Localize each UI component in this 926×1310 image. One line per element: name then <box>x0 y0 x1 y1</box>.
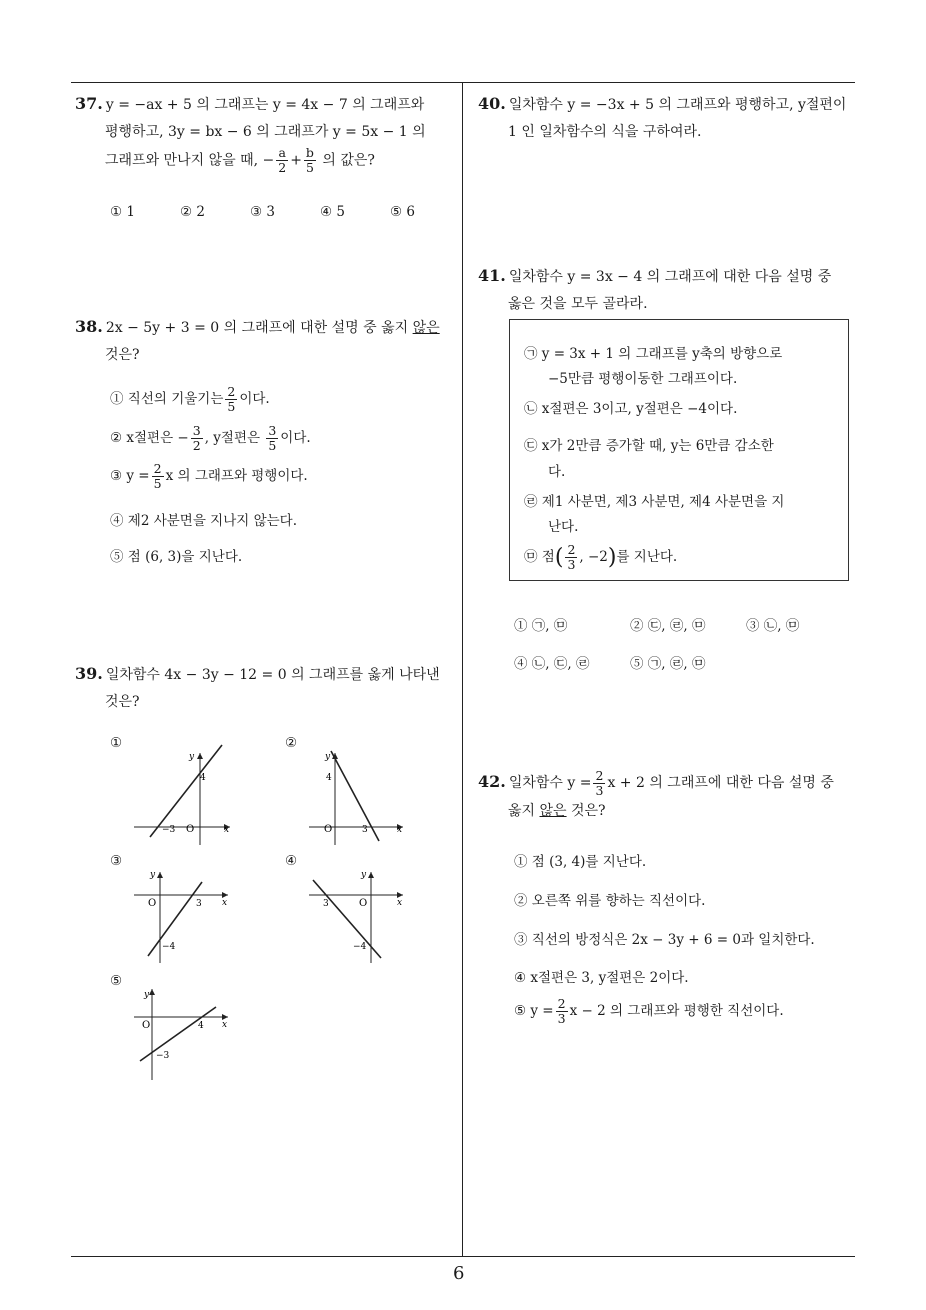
numerator: 2 <box>153 461 162 476</box>
question-number: 38. <box>75 317 103 336</box>
denominator: 5 <box>268 438 277 453</box>
graph-option-1-label[interactable]: ① <box>110 735 123 751</box>
graph-option-3[interactable] <box>130 868 230 972</box>
graph-2-svg <box>305 745 405 845</box>
option-4[interactable]: ④ 제2 사분면을 지나지 않는다. <box>110 513 297 529</box>
denominator: 5 <box>227 399 236 414</box>
question-text: 일차함수 y = 3x − 4 의 그래프에 대한 다음 설명 중 <box>508 269 832 285</box>
fraction <box>593 769 605 798</box>
x-label: x <box>222 1020 228 1030</box>
question-number: 42. <box>478 772 506 791</box>
paren-right: ) <box>607 545 617 570</box>
question-text: 평행하고, 3y = bx − 6 의 그래프가 y = 5x − 1 의 <box>105 124 426 140</box>
statement-4-cont: 난다. <box>548 519 579 535</box>
statement-1-cont: −5만큼 평행이동한 그래프이다. <box>548 371 738 387</box>
option-1[interactable]: ① ㉠, ㉤ <box>514 618 568 634</box>
y-arrow-icon <box>157 872 163 878</box>
question-text: 것은? <box>105 347 140 363</box>
denominator: 3 <box>567 557 576 572</box>
fraction <box>266 424 278 453</box>
fraction <box>556 997 568 1026</box>
statement-1: ㉠ y = 3x + 1 의 그래프를 y축의 방향으로 <box>524 346 783 362</box>
option-text: x − 2 의 그래프와 평행한 직선이다. <box>569 1003 784 1019</box>
question-text: 2x − 5y + 3 = 0 의 그래프에 대한 설명 중 옳지 <box>105 320 413 336</box>
denominator: 3 <box>557 1011 566 1026</box>
answer-options-row-1 <box>514 614 846 634</box>
underlined-word: 않은 <box>412 320 440 336</box>
paren-left: ( <box>554 545 564 570</box>
option-1[interactable] <box>110 385 270 414</box>
graph-1-svg <box>130 745 230 845</box>
column-divider <box>462 83 463 1257</box>
x-intercept-label: 3 <box>323 899 329 909</box>
option-3[interactable] <box>110 462 308 491</box>
answer-options-row-2 <box>514 652 746 672</box>
y-label: y <box>325 752 331 762</box>
question-text: 일차함수 y = <box>508 775 592 791</box>
origin-label: O <box>148 898 157 909</box>
question-text: 옳지 <box>508 802 540 819</box>
graph-option-2-label[interactable]: ② <box>285 735 298 751</box>
question-text: x + 2 의 그래프에 대한 다음 설명 중 <box>607 775 834 791</box>
x-label: x <box>224 825 230 835</box>
y-label: y <box>361 870 367 880</box>
option-text: ⑤ y = <box>514 1003 554 1019</box>
option-3[interactable]: ③ ㉡, ㉤ <box>746 618 800 634</box>
question-41 <box>478 262 863 318</box>
question-40 <box>478 90 863 146</box>
denominator: 5 <box>153 476 162 491</box>
y-intercept-label: −3 <box>156 1051 170 1061</box>
graph-line <box>140 1007 216 1061</box>
graph-option-5[interactable] <box>130 985 230 1089</box>
question-text: 옳은 것을 모두 골라라. <box>508 296 648 312</box>
top-rule <box>71 82 855 83</box>
y-intercept-label: −4 <box>353 942 367 952</box>
y-intercept-label: 4 <box>200 773 206 783</box>
fraction <box>565 543 577 572</box>
option-text: ① 직선의 기울기는 <box>110 391 224 407</box>
x-label: x <box>397 825 403 835</box>
text-segment: 의 값은? <box>322 152 375 169</box>
option-3[interactable]: ③ 직선의 방정식은 2x − 3y + 6 = 0과 일치한다. <box>514 932 815 948</box>
graph-option-5-label[interactable]: ⑤ <box>110 973 123 989</box>
y-arrow-icon <box>149 989 155 995</box>
y-label: y <box>189 752 195 762</box>
y-arrow-icon <box>368 872 374 878</box>
option-4[interactable]: ④ 5 <box>320 204 345 220</box>
option-text: ③ y = <box>110 468 150 484</box>
denominator: 3 <box>595 782 604 798</box>
x-label: x <box>222 898 228 908</box>
text-segment: + <box>290 152 302 169</box>
option-text: x 의 그래프와 평행이다. <box>165 468 308 484</box>
question-number: 40. <box>478 94 506 113</box>
question-text: 것은? <box>105 694 140 710</box>
statement-text: , −2 <box>579 549 608 565</box>
option-text: ② x절편은 − <box>110 430 189 446</box>
question-37 <box>75 90 460 175</box>
option-2[interactable]: ② 오른쪽 위를 향하는 직선이다. <box>514 893 706 909</box>
option-text: , y절편은 <box>204 430 261 446</box>
y-label: y <box>144 990 150 1000</box>
y-label: y <box>150 870 156 880</box>
graph-5-svg <box>130 985 230 1085</box>
bottom-rule <box>71 1256 855 1257</box>
y-arrow-icon <box>197 753 203 759</box>
option-text: 이다. <box>280 430 311 446</box>
denominator: 5 <box>305 160 314 175</box>
numerator: 2 <box>595 767 604 783</box>
x-label: x <box>397 898 403 908</box>
y-intercept-label: 4 <box>326 773 332 783</box>
statement-3-cont: 다. <box>548 464 566 480</box>
numerator: 2 <box>557 996 566 1011</box>
numerator: 3 <box>268 423 277 438</box>
option-3[interactable]: ③ 3 <box>250 204 275 220</box>
option-4[interactable]: ④ ㉡, ㉢, ㉣ <box>514 656 590 672</box>
statement-text: 를 지난다. <box>616 549 678 565</box>
option-5[interactable]: ⑤ ㉠, ㉣, ㉤ <box>630 656 706 672</box>
question-39 <box>75 660 460 716</box>
fraction <box>191 424 203 453</box>
x-intercept-label: 4 <box>198 1021 204 1031</box>
option-4[interactable]: ④ x절편은 3, y절편은 2이다. <box>514 970 689 986</box>
statement-3: ㉢ x가 2만큼 증가할 때, y는 6만큼 감소한 <box>524 438 774 454</box>
question-text: 일차함수 4x − 3y − 12 = 0 의 그래프를 옳게 나타낸 <box>105 667 440 683</box>
question-text: y = −ax + 5 의 그래프는 y = 4x − 7 의 그래프와 <box>105 97 425 113</box>
option-5[interactable]: ⑤ 6 <box>390 204 415 220</box>
question-text: 것은? <box>566 802 606 819</box>
fraction <box>152 462 164 491</box>
question-number: 37. <box>75 94 103 113</box>
numerator: 2 <box>227 384 236 399</box>
option-1[interactable]: ① 점 (3, 4)를 지난다. <box>514 854 647 870</box>
statement-4: ㉣ 제1 사분면, 제3 사분면, 제4 사분면을 지 <box>524 494 785 510</box>
option-5[interactable]: ⑤ 점 (6, 3)을 지난다. <box>110 549 243 565</box>
underlined-word: 않은 <box>539 802 567 819</box>
graph-option-3-label[interactable]: ③ <box>110 853 123 869</box>
x-intercept-label: 3 <box>196 899 202 909</box>
statement-2: ㉡ x절편은 3이고, y절편은 −4이다. <box>524 401 738 417</box>
x-intercept-label: −3 <box>162 825 176 835</box>
denominator: 2 <box>278 160 287 175</box>
page-number: 6 <box>453 1263 465 1284</box>
origin-label: O <box>142 1020 151 1031</box>
statement-5 <box>524 543 677 572</box>
graph-option-4-label[interactable]: ④ <box>285 853 298 869</box>
option-5[interactable] <box>514 997 784 1026</box>
origin-label: O <box>359 898 368 909</box>
question-38 <box>75 313 460 369</box>
graph-3-svg <box>130 868 230 968</box>
graph-option-2[interactable] <box>305 745 405 849</box>
x-intercept-label: 3 <box>362 825 368 835</box>
option-1[interactable]: ① 1 <box>110 204 135 220</box>
question-text: 1 인 일차함수의 식을 구하여라. <box>508 124 702 140</box>
question-number: 41. <box>478 266 506 285</box>
numerator: 3 <box>192 423 201 438</box>
option-2[interactable] <box>110 424 311 453</box>
question-text: 일차함수 y = −3x + 5 의 그래프와 평행하고, y절편이 <box>508 97 847 113</box>
option-2[interactable]: ② 2 <box>180 204 205 220</box>
text-segment: 그래프와 만나지 않을 때, − <box>105 152 275 169</box>
denominator: 2 <box>192 438 201 453</box>
fraction <box>225 385 237 414</box>
numerator: b <box>305 145 314 160</box>
question-text-line3 <box>75 146 460 175</box>
option-2[interactable]: ② ㉢, ㉣, ㉤ <box>630 618 706 634</box>
fraction <box>304 146 316 175</box>
origin-label: O <box>186 824 195 835</box>
graph-option-1[interactable] <box>130 745 230 849</box>
fraction <box>276 146 288 175</box>
numerator: a <box>276 146 288 161</box>
option-text: 이다. <box>239 391 270 407</box>
statement-text: ㉤ 점 <box>524 549 555 565</box>
graph-4-svg <box>305 868 405 968</box>
y-intercept-label: −4 <box>162 942 176 952</box>
question-42 <box>478 768 863 825</box>
graph-option-4[interactable] <box>305 868 405 972</box>
question-number: 39. <box>75 664 103 683</box>
numerator: 2 <box>567 542 576 557</box>
answer-options <box>110 204 460 220</box>
origin-label: O <box>324 824 333 835</box>
